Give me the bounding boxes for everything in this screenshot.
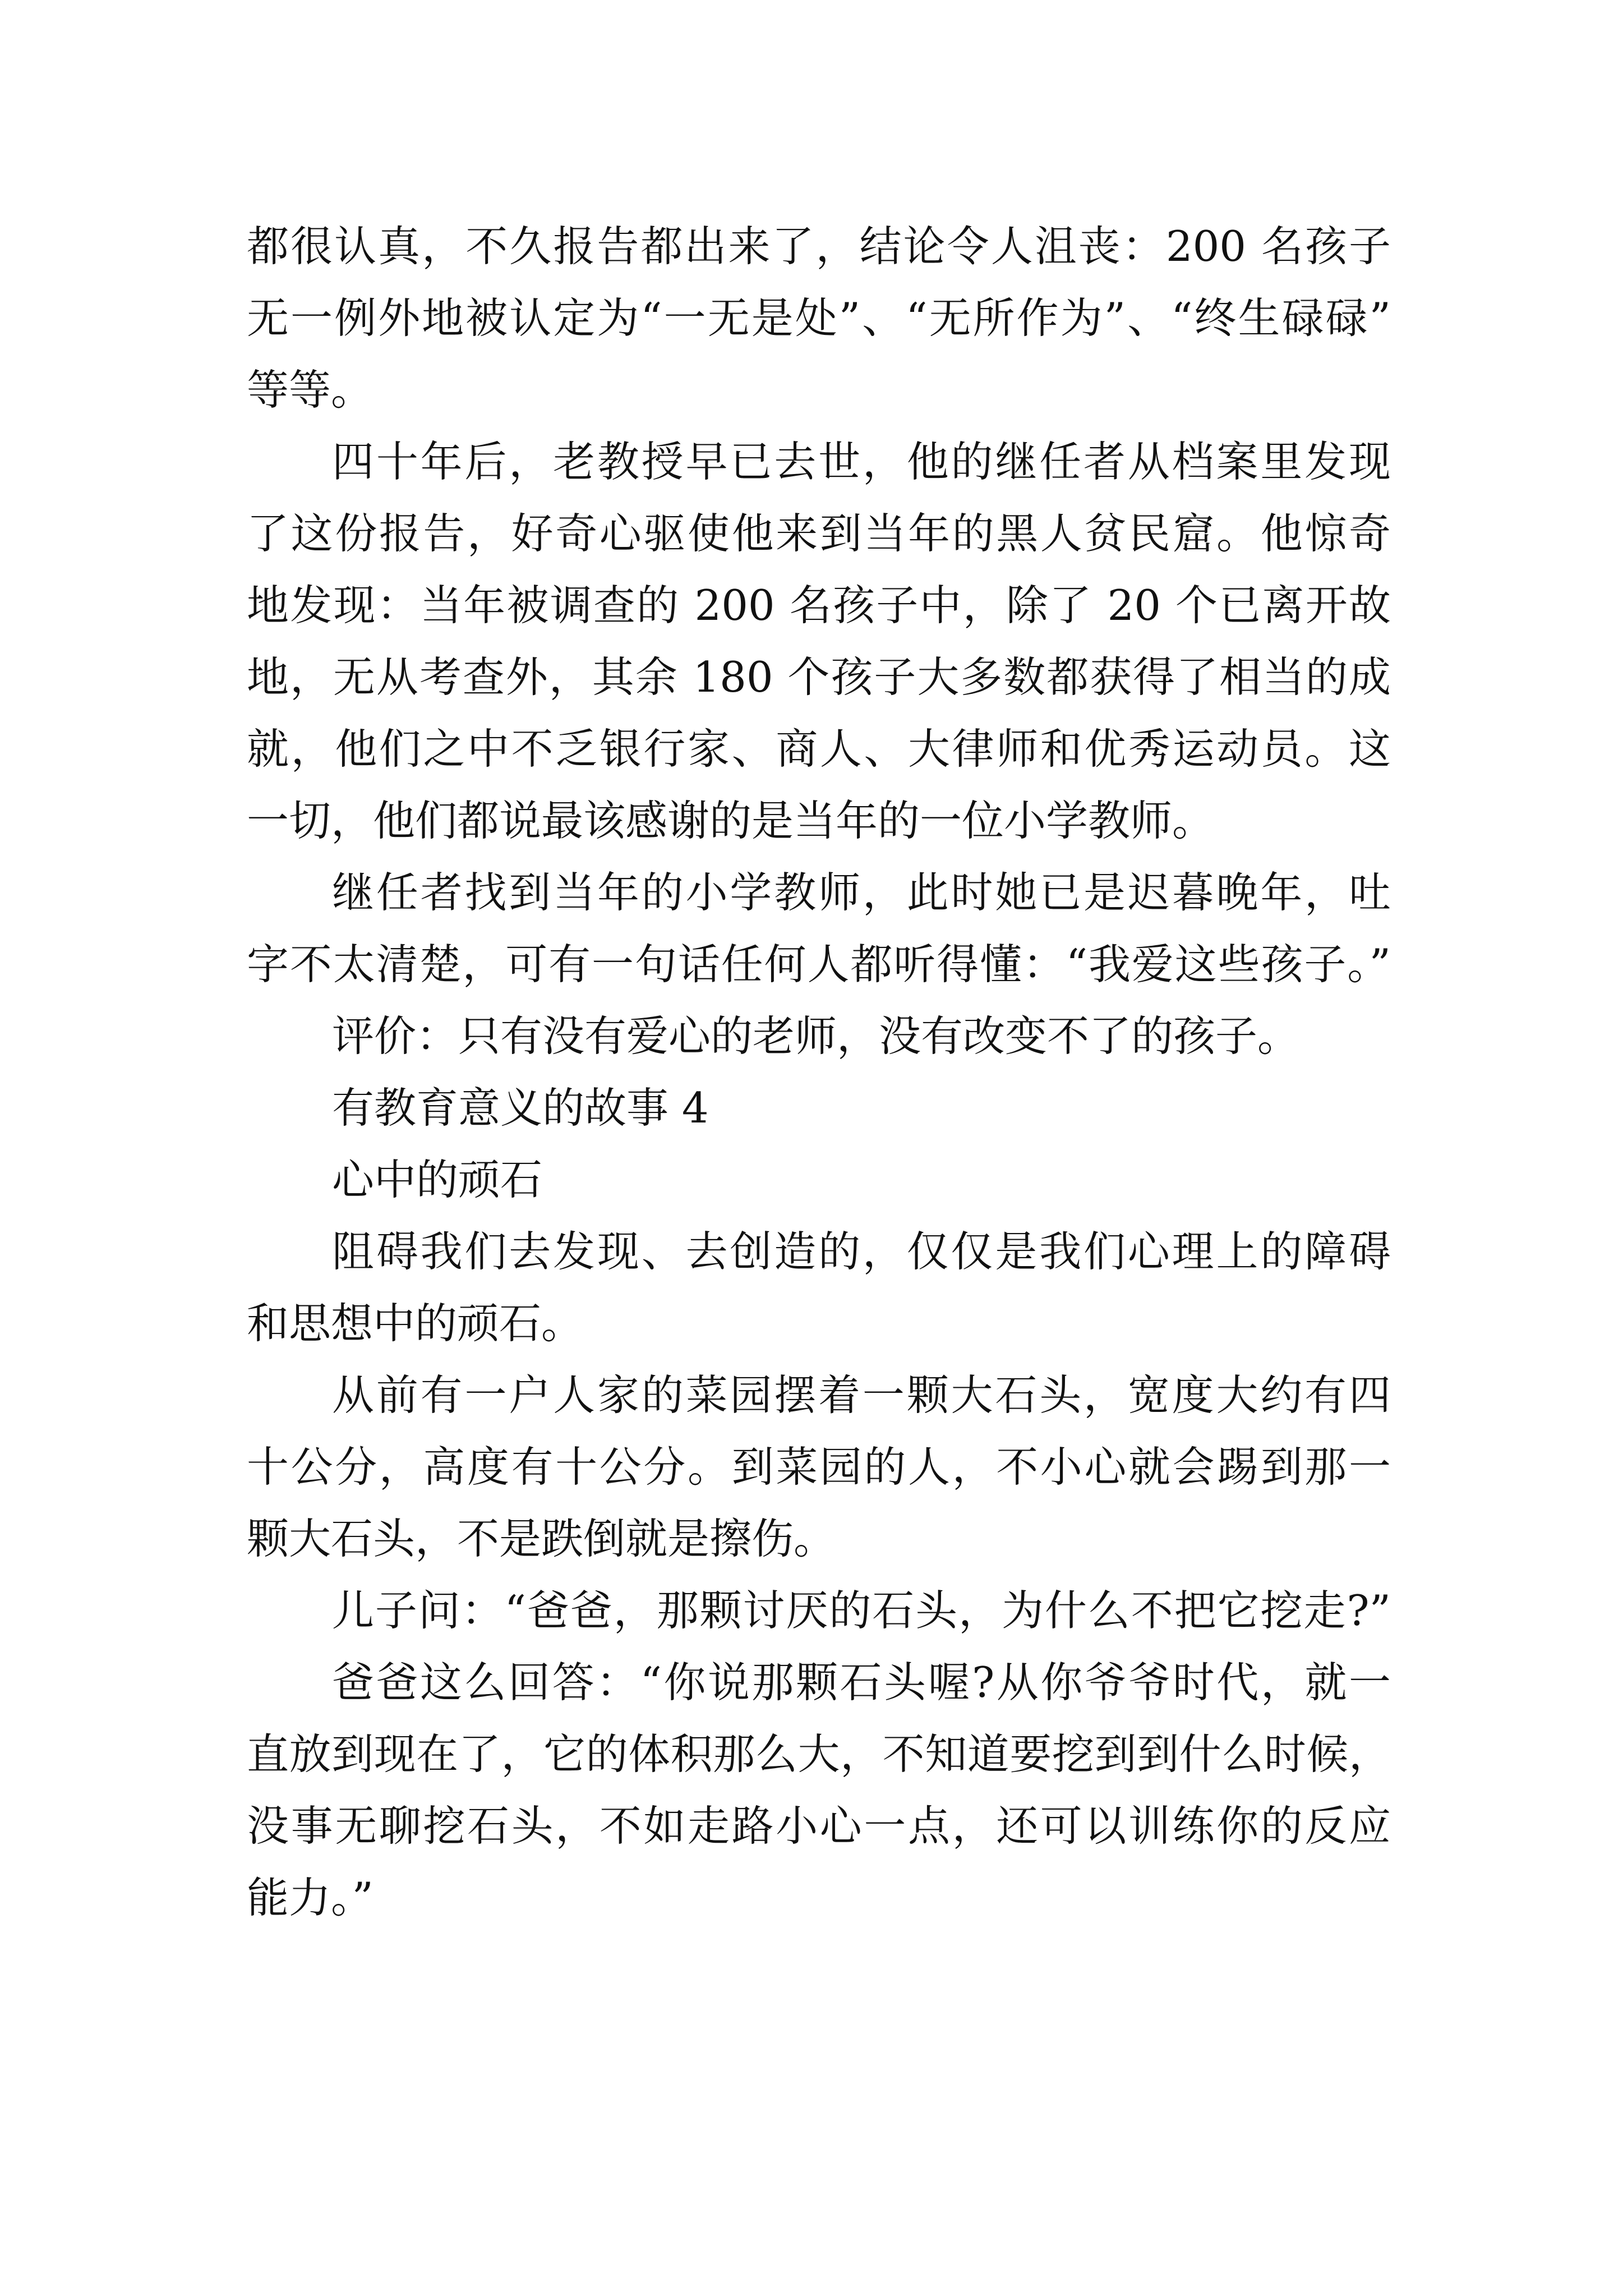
text-line: 一切，他们都说最该感谢的是当年的一位小学教师。 bbox=[247, 796, 1215, 845]
document-body bbox=[247, 210, 1391, 1934]
text-line: 地，无从考查外，其余 180 个孩子大多数都获得了相当的成 bbox=[247, 652, 1391, 702]
story-title: 心中的顽石 bbox=[332, 1155, 543, 1204]
text-line: 直放到现在了，它的体积那么大，不知道要挖到到什么时候， bbox=[247, 1729, 1391, 1779]
evaluation-line: 评价：只有没有爱心的老师，没有改变不了的孩子。 bbox=[332, 1011, 1300, 1061]
text-line: 没事无聊挖石头，不如走路小心一点，还可以训练你的反应 bbox=[247, 1801, 1391, 1851]
text-line: 四十年后，老教授早已去世，他的继任者从档案里发现 bbox=[332, 437, 1391, 486]
text-line: 阻碍我们去发现、去创造的，仅仅是我们心理上的障碍 bbox=[332, 1227, 1391, 1276]
section-heading: 有教育意义的故事 4 bbox=[332, 1083, 709, 1133]
text-line: 无一例外地被认定为“一无是处”、“无所作为”、“终生碌碌” bbox=[247, 293, 1391, 343]
text-line: 地发现：当年被调查的 200 名孩子中，除了 20 个已离开故 bbox=[247, 581, 1391, 630]
text-line: 字不太清楚，可有一句话任何人都听得懂：“我爱这些孩子。” bbox=[247, 940, 1391, 989]
text-line: 就，他们之中不乏银行家、商人、大律师和优秀运动员。这 bbox=[247, 724, 1391, 774]
text-line: 儿子问：“爸爸，那颗讨厌的石头，为什么不把它挖走?” bbox=[332, 1586, 1391, 1635]
text-line: 从前有一户人家的菜园摆着一颗大石头，宽度大约有四 bbox=[332, 1370, 1391, 1420]
text-line: 十公分，高度有十公分。到菜园的人，不小心就会踢到那一 bbox=[247, 1442, 1391, 1492]
text-line: 颗大石头，不是跌倒就是擦伤。 bbox=[247, 1514, 836, 1563]
text-line: 都很认真，不久报告都出来了，结论令人沮丧：200 名孩子 bbox=[247, 222, 1391, 271]
text-line: 能力。” bbox=[247, 1873, 374, 1922]
text-line: 继任者找到当年的小学教师，此时她已是迟暮晚年，吐 bbox=[332, 868, 1391, 917]
text-line: 等等。 bbox=[247, 365, 374, 415]
text-line: 和思想中的顽石。 bbox=[247, 1299, 584, 1348]
text-line: 了这份报告，好奇心驱使他来到当年的黑人贫民窟。他惊奇 bbox=[247, 509, 1391, 558]
text-line: 爸爸这么回答：“你说那颗石头喔?从你爷爷时代，就一 bbox=[332, 1658, 1391, 1707]
